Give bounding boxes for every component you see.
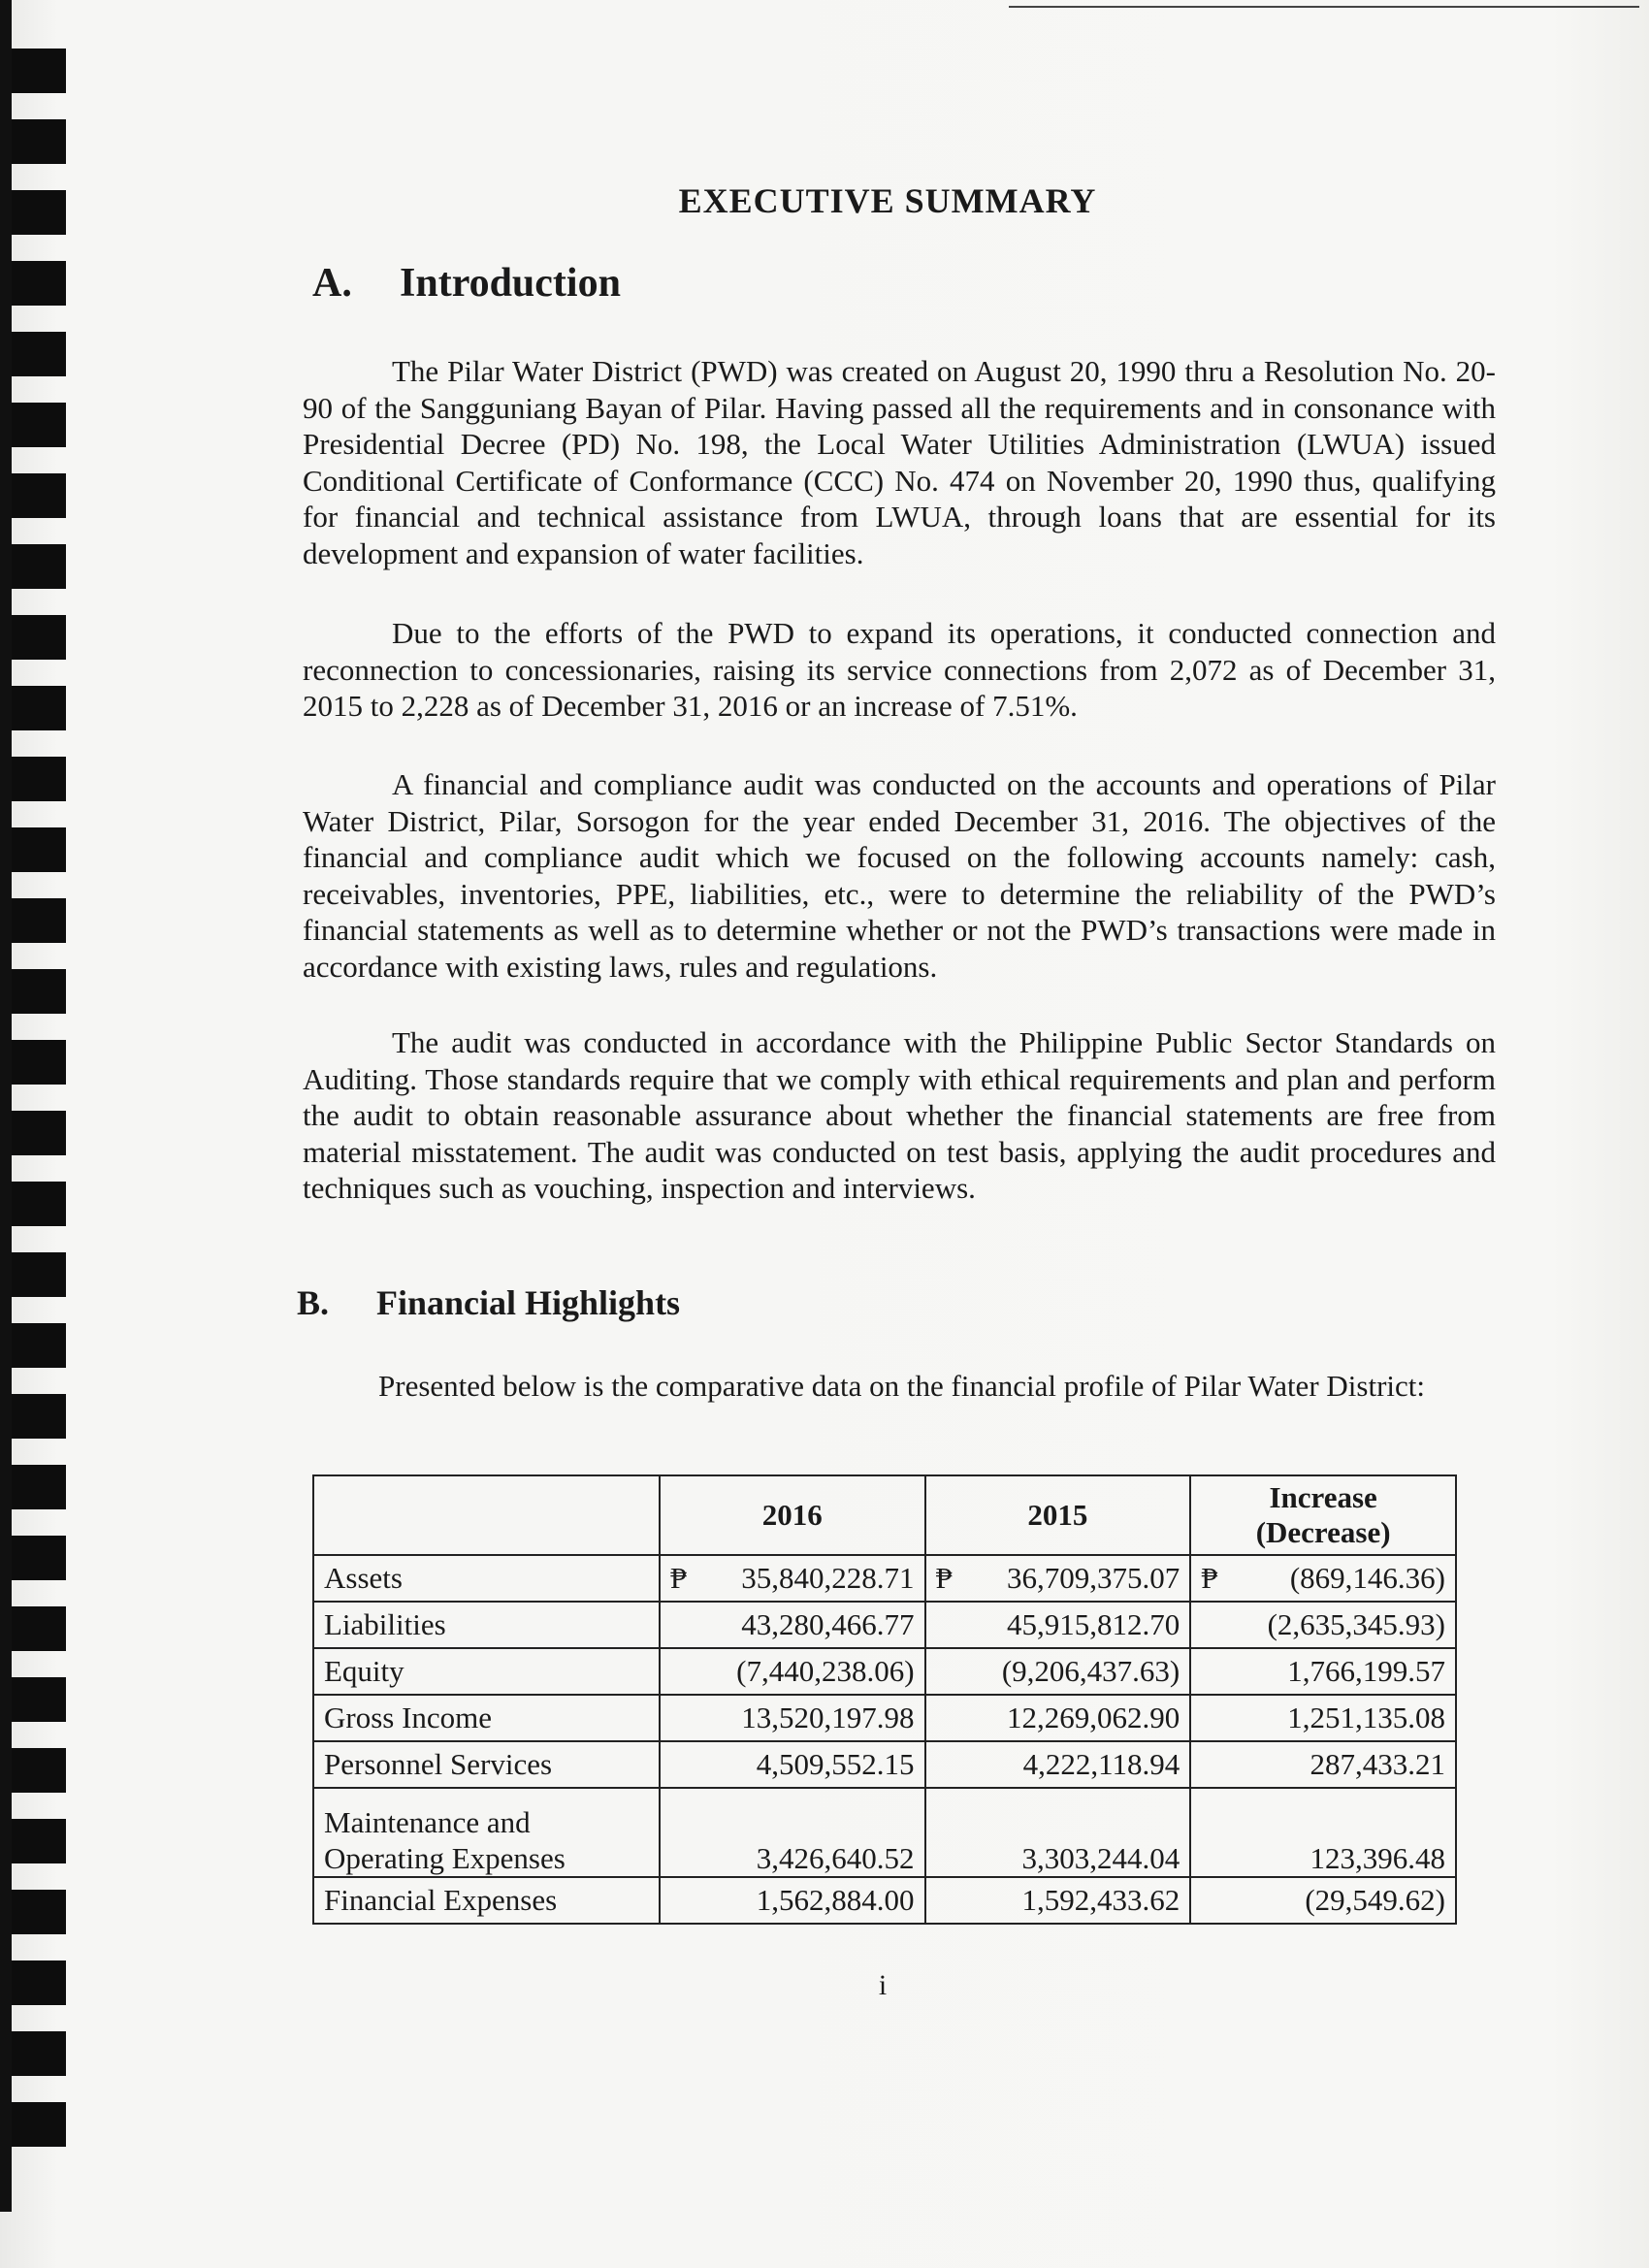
binding-hole bbox=[12, 1323, 66, 1368]
binding-hole bbox=[12, 2102, 66, 2147]
value-change-text: 1,251,135.08 bbox=[1287, 1701, 1445, 1734]
row-label bbox=[313, 1695, 660, 1741]
value-change-text: (2,635,345.93) bbox=[1267, 1607, 1445, 1641]
value-change-text: (29,549.62) bbox=[1305, 1883, 1445, 1917]
table-row bbox=[313, 1648, 1456, 1695]
value-change-text: 123,396.48 bbox=[1310, 1841, 1445, 1875]
scan-edge-line bbox=[1009, 6, 1639, 8]
intro-paragraph-4: The audit was conducted in accordance with the Philippine Public Sector Standards on Auditing. Those standards require that we comply with ethical requirements and plan and perform the audit to obtain reasonable assurance about whether the financial statements are free from material misstatement. The audit was conducted on test basis, applying the audit procedures and techniques such as vouching, inspection and interviews. bbox=[303, 1025, 1496, 1205]
row-label-text: Financial Expenses bbox=[324, 1883, 558, 1917]
intro-paragraph-2: Due to the efforts of the PWD to expand its operations, it conducted connection and reconnection to concessionaries, raising its service connections from 2,072 as of December 31, 2015 to 2,228 as of December 31, 2016 or an increase of 7.51%. bbox=[303, 616, 1496, 723]
value-2016 bbox=[660, 1555, 925, 1602]
value-2016 bbox=[660, 1877, 925, 1924]
table-row bbox=[313, 1555, 1456, 1602]
binding-hole bbox=[12, 119, 66, 164]
table-row bbox=[313, 1788, 1456, 1877]
row-label-text: Equity bbox=[324, 1654, 404, 1688]
section-a-number: A. bbox=[312, 261, 352, 306]
binding-hole bbox=[12, 1748, 66, 1793]
row-label-text: Assets bbox=[324, 1561, 403, 1595]
value-2016 bbox=[660, 1695, 925, 1741]
row-label bbox=[313, 1602, 660, 1648]
binding-hole bbox=[12, 757, 66, 801]
binding-hole bbox=[12, 261, 66, 306]
value-2015-text: 36,709,375.07 bbox=[1007, 1561, 1180, 1595]
value-2016-text: 4,509,552.15 bbox=[756, 1747, 915, 1781]
table-row bbox=[313, 1877, 1456, 1924]
header-blank bbox=[313, 1475, 660, 1555]
binding-hole bbox=[12, 1536, 66, 1580]
value-2016-text: 3,426,640.52 bbox=[756, 1841, 915, 1875]
binding-spine bbox=[0, 0, 12, 2212]
binding-hole bbox=[12, 1606, 66, 1651]
value-2015 bbox=[925, 1877, 1191, 1924]
section-b-heading bbox=[297, 1282, 680, 1323]
value-2015-text: 1,592,433.62 bbox=[1021, 1883, 1180, 1917]
binding-hole bbox=[12, 1465, 66, 1509]
value-2015 bbox=[925, 1741, 1191, 1788]
page-title: EXECUTIVE SUMMARY bbox=[678, 181, 1097, 220]
binding-hole bbox=[12, 1111, 66, 1155]
value-2015-text: (9,206,437.63) bbox=[1001, 1654, 1180, 1688]
row-label-text: Personnel Services bbox=[324, 1747, 553, 1781]
binding-hole bbox=[12, 969, 66, 1014]
value-change-text: 1,766,199.57 bbox=[1287, 1654, 1445, 1688]
section-b-number: B. bbox=[297, 1283, 330, 1322]
intro-paragraph-1: The Pilar Water District (PWD) was created on August 20, 1990 thru a Resolution No. 20-90 of the Sangguniang Bayan of Pilar. Having passed all the requirements and in consonance with Presidential Decree (PD) No. 198, the Local Water Utilities Administration (LWUA) issued Conditional Certificate of Conformance (CCC) No. 474 on November 20, 1990 thus, qualifying for financial and technical assistance from LWUA, through loans that are essential for its development and expansion of water facilities. bbox=[303, 354, 1496, 570]
value-2015 bbox=[925, 1555, 1191, 1602]
value-2016-text: (7,440,238.06) bbox=[736, 1654, 915, 1688]
binding-hole bbox=[12, 544, 66, 589]
value-2016-text: 43,280,466.77 bbox=[741, 1607, 915, 1641]
value-2015 bbox=[925, 1695, 1191, 1741]
value-change bbox=[1190, 1602, 1456, 1648]
binding-hole bbox=[12, 2031, 66, 2076]
value-2015-text: 45,915,812.70 bbox=[1007, 1607, 1180, 1641]
binding-hole bbox=[12, 1394, 66, 1439]
row-label bbox=[313, 1877, 660, 1924]
value-2015-text: 3,303,244.04 bbox=[1021, 1841, 1180, 1875]
currency-symbol: ₱ bbox=[935, 1561, 953, 1595]
binding-hole bbox=[12, 898, 66, 943]
row-label bbox=[313, 1788, 660, 1877]
section-b-title: Financial Highlights bbox=[376, 1283, 681, 1322]
value-2015 bbox=[925, 1602, 1191, 1648]
currency-symbol: ₱ bbox=[669, 1561, 688, 1595]
value-2016 bbox=[660, 1741, 925, 1788]
page-number: i bbox=[878, 1969, 888, 2001]
value-2015-text: 4,222,118.94 bbox=[1022, 1747, 1180, 1781]
binding-hole bbox=[12, 686, 66, 730]
binding-hole bbox=[12, 1182, 66, 1226]
value-change bbox=[1190, 1877, 1456, 1924]
value-change bbox=[1190, 1741, 1456, 1788]
table-row bbox=[313, 1695, 1456, 1741]
binding-hole bbox=[12, 1819, 66, 1863]
value-change bbox=[1190, 1648, 1456, 1695]
value-2015 bbox=[925, 1788, 1191, 1877]
value-change bbox=[1190, 1788, 1456, 1877]
table-row bbox=[313, 1741, 1456, 1788]
financial-highlights-table bbox=[312, 1474, 1457, 1925]
value-2015-text: 12,269,062.90 bbox=[1007, 1701, 1180, 1734]
header-2016: 2016 bbox=[660, 1475, 925, 1555]
row-label bbox=[313, 1741, 660, 1788]
value-change bbox=[1190, 1695, 1456, 1741]
binding-hole bbox=[12, 1677, 66, 1722]
value-2016-text: 35,840,228.71 bbox=[741, 1561, 915, 1595]
binding-hole bbox=[12, 403, 66, 447]
header-change: Increase (Decrease) bbox=[1190, 1475, 1456, 1555]
intro-paragraph-3: A financial and compliance audit was conducted on the accounts and operations of Pilar Water District, Pilar, Sorsogon for the year ended December 31, 2016. The objectives of the financial and compliance audit which we focused on the following accounts namely: cash, receivables, inventories, PPE, liabilities, etc., were to determine the reliability of the PWD’s financial statements as well as to determine whether or not the PWD’s transactions were made in accordance with existing laws, rules and regulations. bbox=[303, 767, 1496, 984]
section-a-title: Introduction bbox=[400, 261, 621, 306]
value-change bbox=[1190, 1555, 1456, 1602]
table-body bbox=[313, 1555, 1456, 1924]
binding-hole bbox=[12, 615, 66, 660]
currency-symbol: ₱ bbox=[1201, 1561, 1218, 1595]
binding-hole bbox=[12, 1252, 66, 1297]
binding-hole bbox=[12, 332, 66, 376]
table-row bbox=[313, 1602, 1456, 1648]
value-change-text: (869,146.36) bbox=[1289, 1561, 1445, 1595]
section-a-heading bbox=[312, 260, 621, 307]
value-change-text: 287,433.21 bbox=[1310, 1747, 1445, 1781]
binding-hole bbox=[12, 49, 66, 93]
value-2016-text: 13,520,197.98 bbox=[741, 1701, 915, 1734]
value-2015 bbox=[925, 1648, 1191, 1695]
spiral-binding bbox=[0, 0, 68, 2268]
row-label-text: Maintenance and Operating Expenses bbox=[324, 1805, 566, 1875]
value-2016 bbox=[660, 1648, 925, 1695]
value-2016-text: 1,562,884.00 bbox=[756, 1883, 915, 1917]
header-2015: 2015 bbox=[925, 1475, 1191, 1555]
binding-hole bbox=[12, 1040, 66, 1085]
binding-hole bbox=[12, 827, 66, 872]
binding-hole bbox=[12, 1890, 66, 1934]
row-label bbox=[313, 1555, 660, 1602]
table-header-row bbox=[313, 1475, 1456, 1555]
financial-intro-paragraph: Presented below is the comparative data on the financial profile of Pilar Water District: bbox=[378, 1369, 1425, 1403]
value-2016 bbox=[660, 1788, 925, 1877]
row-label-text: Liabilities bbox=[324, 1607, 446, 1641]
value-2016 bbox=[660, 1602, 925, 1648]
binding-hole bbox=[12, 473, 66, 518]
row-label bbox=[313, 1648, 660, 1695]
row-label-text: Gross Income bbox=[324, 1701, 493, 1734]
